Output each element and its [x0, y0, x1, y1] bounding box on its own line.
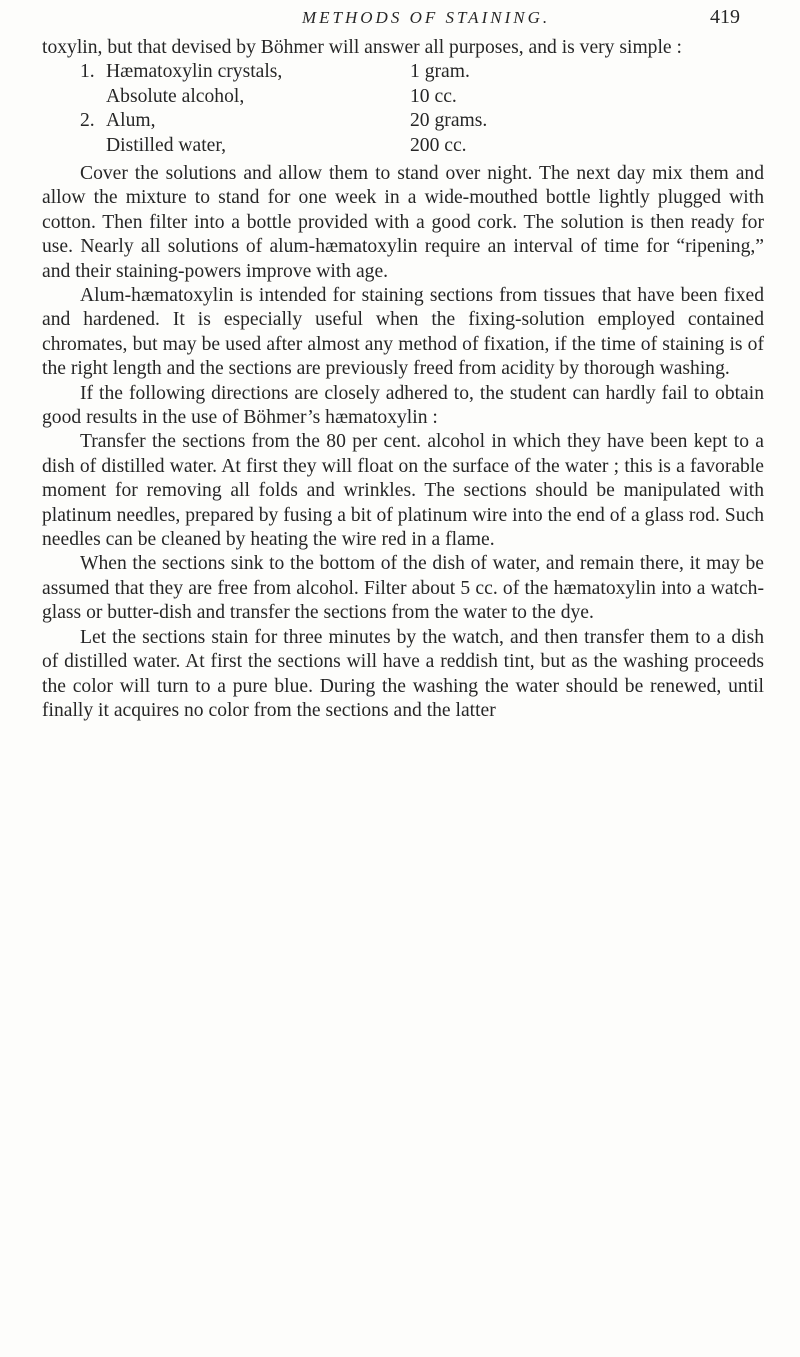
recipe-number: 2. — [80, 110, 95, 132]
paragraph: Alum-hæmatoxylin is intended for staining sections from tissues that have been fixed and hardened. It is especially useful when the fixing-solution employed contained chromates, but may be used after almost any method of fixation, if the time of staining is of the right length and the sections are previously freed from acidity by thorough washing. — [42, 285, 764, 380]
running-head: METHODS OF STAINING. — [302, 8, 551, 27]
recipe-ingredient: Absolute alcohol, — [106, 85, 245, 107]
recipe-ingredient: Hæmatoxylin crystals, — [106, 61, 283, 83]
recipe-number: 1. — [80, 61, 95, 83]
recipe-row — [42, 109, 764, 133]
recipe-ingredient: Distilled water, — [106, 134, 227, 156]
paragraph: When the sections sink to the bottom of the dish of water, and remain there, it may be assumed that they are free from alcohol. Filter about 5 cc. of the hæmatoxylin into a watch-glass or butter-dish and transfer the sections from the water to the dye. — [42, 553, 764, 624]
recipe-quantity: 20 grams. — [410, 110, 488, 132]
page-header — [0, 6, 800, 38]
recipe-row — [42, 60, 764, 84]
recipe-ingredient: Alum, — [106, 110, 156, 132]
recipe-list — [42, 60, 764, 158]
page-number: 419 — [710, 6, 740, 28]
recipe-row — [42, 85, 764, 109]
recipe-quantity: 10 cc. — [410, 85, 457, 107]
paragraph: Transfer the sections from the 80 per cent. alcohol in which they have been kept to a dish of distilled water. At first they will float on the surface of the water ; this is a favorable moment for removing all folds and wrinkles. The sections should be manipulated with platinum needles, prepared by fusing a bit of platinum wire into the end of a glass rod. Such needles can be cleaned by heating the wire red in a flame. — [42, 431, 764, 551]
recipe-row — [42, 134, 764, 158]
paragraph: Cover the solutions and allow them to stand over night. The next day mix them and allow the mixture to stand for one week in a wide-mouthed bottle lightly plugged with cotton. Then filter into a bottle provided with a good cork. The solution is then ready for use. Nearly all solutions of alum-hæmatoxylin require an interval of time for “ripening,” and their staining-powers improve with age. — [42, 162, 764, 282]
paragraph: Let the sections stain for three minutes by the watch, and then transfer them to a dish of distilled water. At first the sections will have a reddish tint, but as the washing proceeds the color will turn to a pure blue. During the washing the water should be renewed, until finally it acquires no color from the sections and the latter — [42, 626, 764, 721]
recipe-quantity: 1 gram. — [410, 61, 470, 83]
paragraph: If the following directions are closely adhered to, the student can hardly fail to obtain good results in the use of Böhmer’s hæmatoxylin : — [42, 382, 764, 429]
body-text — [42, 36, 764, 723]
recipe-quantity: 200 cc. — [410, 134, 467, 156]
intro-paragraph: toxylin, but that devised by Böhmer will answer all purposes, and is very simple : — [42, 37, 682, 58]
